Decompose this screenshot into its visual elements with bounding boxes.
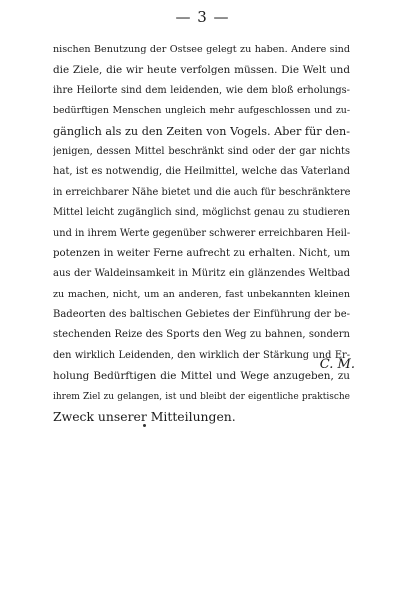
text-line: und in ihrem Werte gegenüber schwerer erreichbaren Heil-: [53, 227, 350, 239]
text-line: stechenden Reize des Sports den Weg zu bahnen, sondern: [53, 329, 350, 341]
text-line: gänglich als zu den Zeiten von Vogels. Aber für den-: [53, 124, 350, 138]
text-line: hat, ist es notwendig, die Heilmittel, welche das Vaterland: [53, 166, 350, 178]
text-line: in erreichbarer Nähe bietet und die auch für beschränktere: [53, 186, 350, 198]
text-line: nischen Benutzung der Ostsee gelegt zu haben. Andere sind: [53, 44, 350, 55]
text-line: potenzen in weiter Ferne aufrecht zu erhalten. Nicht, um: [53, 247, 350, 259]
ink-speck: [143, 424, 146, 427]
text-line: ihre Heilorte sind dem leidenden, wie dem bloß erholungs-: [53, 84, 350, 96]
text-line: aus der Waldeinsamkeit in Müritz ein glänzendes Weltbad: [53, 268, 350, 280]
text-line: den wirklich Leidenden, den wirklich der Stärkung und Er-: [53, 349, 350, 361]
page-number: — 3 —: [175, 8, 230, 26]
text-line: holung Bedürftigen die Mittel und Wege anzugeben, zu: [53, 370, 350, 383]
text-line: Zweck unserer Mitteilungen.: [53, 409, 236, 425]
text-line: zu machen, nicht, um an anderen, fast unbekannten kleinen: [53, 288, 350, 300]
text-line: bedürftigen Menschen ungleich mehr aufgeschlossen und zu-: [53, 105, 350, 117]
author-signature: C. M.: [319, 357, 355, 372]
text-line: die Ziele, die wir heute verfolgen müssen. Die Welt und: [53, 64, 350, 77]
text-line: ihrem Ziel zu gelangen, ist und bleibt der eigentliche praktische: [53, 391, 350, 402]
text-line: jenigen, dessen Mittel beschränkt sind oder der gar nichts: [53, 145, 350, 157]
text-line: Mittel leicht zugänglich sind, möglichst genau zu studieren: [53, 207, 350, 219]
text-line: Badeorten des baltischen Gebietes der Einführung der be-: [53, 309, 350, 321]
